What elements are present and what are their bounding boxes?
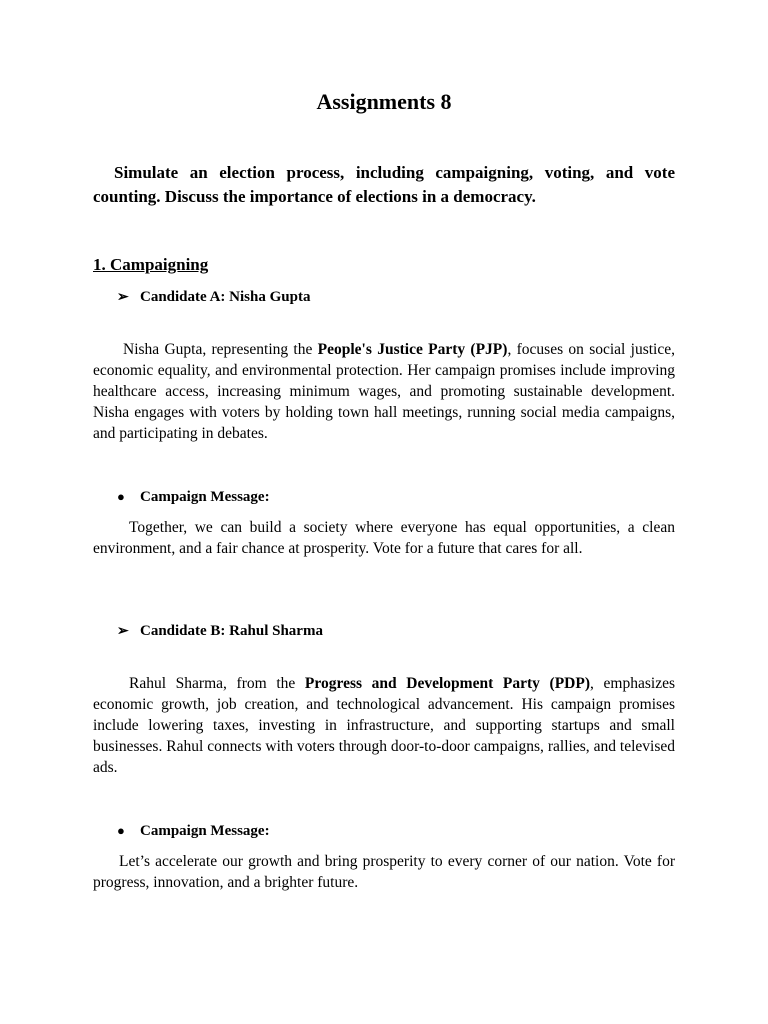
candidate-b-heading — [117, 621, 323, 642]
candidate-b-desc-lead: Rahul Sharma, from the — [129, 675, 305, 692]
candidate-a-message-label: Campaign Message: — [140, 489, 270, 505]
assignment-question: Simulate an election process, including campaigning, voting, and vote counting. Discuss the importance of elections in a democracy. — [93, 163, 675, 206]
candidate-a-name: Candidate A: Nisha Gupta — [140, 289, 311, 305]
bullet-dot-icon: ● — [117, 823, 125, 838]
section-heading-campaigning: 1. Campaigning — [93, 255, 209, 274]
candidate-b-description — [93, 673, 675, 778]
bullet-dot-icon: ● — [117, 489, 125, 504]
candidate-a-party: People's Justice Party (PJP) — [317, 341, 508, 358]
candidate-a-message-heading — [117, 487, 270, 507]
candidate-b-party: Progress and Development Party (PDP) — [304, 675, 591, 692]
page-title: Assignments 8 — [316, 89, 452, 114]
arrow-bullet-icon: ➢ — [117, 624, 129, 639]
candidate-a-description — [93, 339, 675, 444]
candidate-b-message-heading — [117, 821, 270, 841]
candidate-a-desc-lead: Nisha Gupta, representing the — [123, 341, 318, 358]
candidate-b-message: Let’s accelerate our growth and bring prosperity to every corner of our nation. Vote for progress, innovation, and a brighter future. — [93, 853, 675, 891]
arrow-bullet-icon: ➢ — [117, 290, 129, 305]
candidate-b-message-label: Campaign Message: — [140, 823, 270, 839]
candidate-b-name: Candidate B: Rahul Sharma — [140, 623, 323, 639]
candidate-a-heading — [117, 287, 310, 308]
candidate-a-message: Together, we can build a society where everyone has equal opportunities, a clean environment, and a fair chance at prosperity. Vote for a future that cares for all. — [93, 519, 675, 557]
candidate-b-desc-rest: , emphasizes economic growth, job creation, and technological advancement. His campaign promises include lowering taxes, investing in infrastructure, and supporting startups and small businesses. Rahul connects with voters through door-to-door campaigns, rallies, and televised ads. — [93, 675, 675, 776]
candidate-a-desc-rest: , focuses on social justice, economic equality, and environmental protection. Her campaign promises include improving healthcare access, increasing minimum wages, and promoting sustainable development. Nisha engages with voters by holding town hall meetings, running social media campaigns, and participating in debates. — [93, 341, 675, 442]
